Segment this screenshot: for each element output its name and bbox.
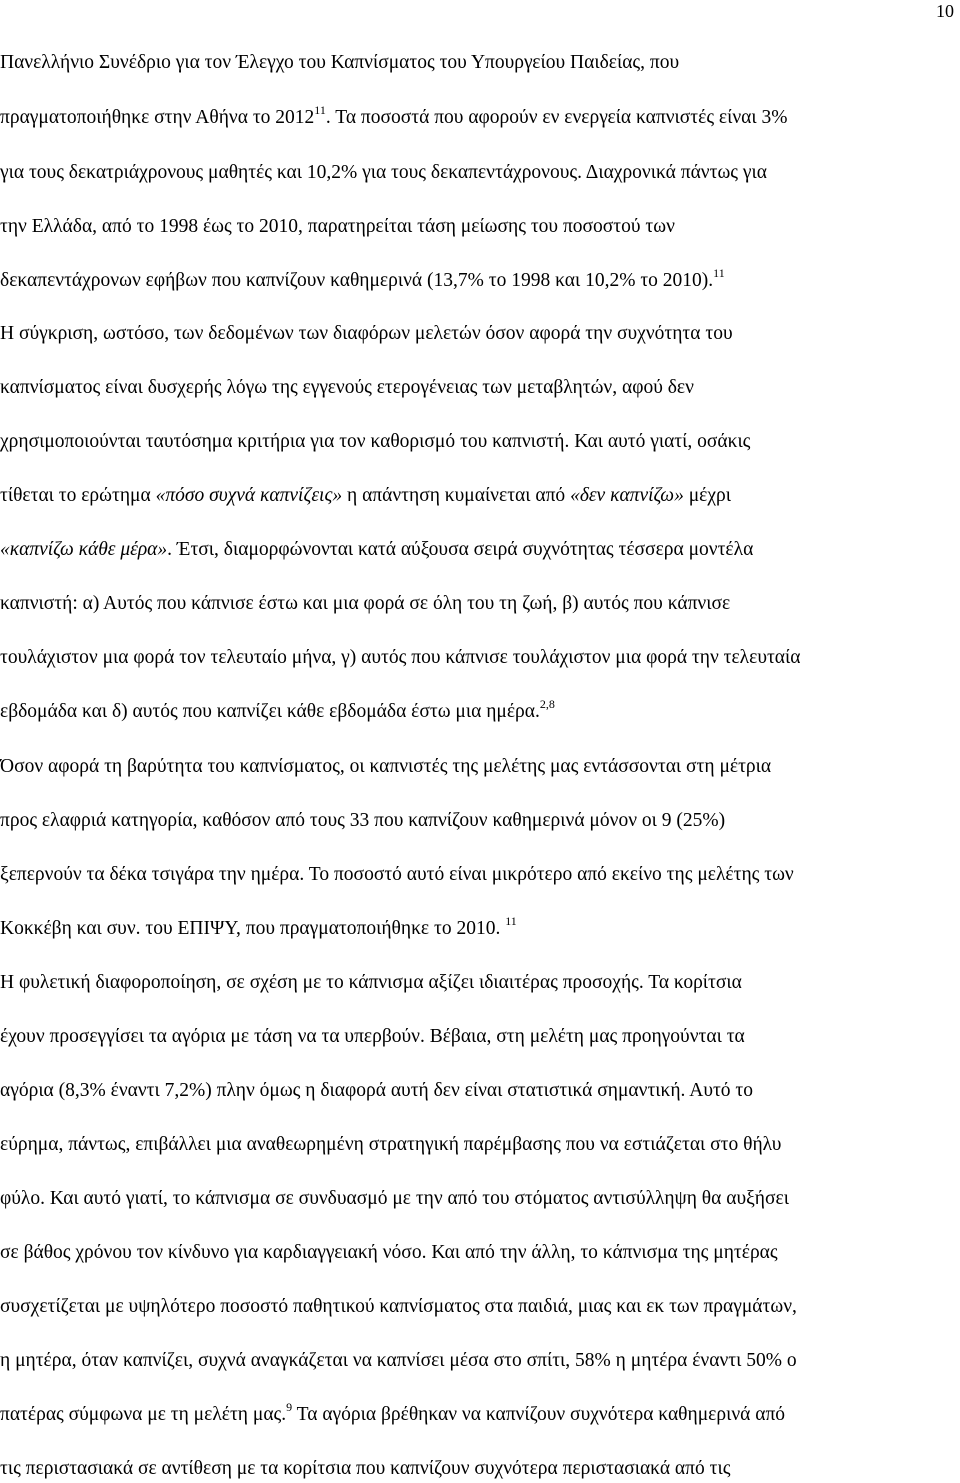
text-line xyxy=(0,1295,960,1319)
text-segment: μέχρι xyxy=(683,485,731,506)
text-line xyxy=(0,51,960,75)
text-segment: δεκαπεντάχρονων εφήβων που καπνίζουν καθημερινά (13,7% το 1998 και 10,2% το 2010). xyxy=(0,270,714,291)
text-line xyxy=(0,863,960,887)
text-line xyxy=(0,755,960,779)
text-segment: . Έτσι, διαμορφώνονται κατά αύξουσα σειρά συχνότητας τέσσερα μοντέλα xyxy=(167,539,754,560)
text-line xyxy=(0,322,960,346)
text-segment: καπνιστή: α) Αυτός που κάπνισε έστω και μια φορά σε όλη του τη ζωή, β) αυτός που κάπνισε xyxy=(0,593,731,614)
text-line xyxy=(0,484,960,508)
citation-superscript: 11 xyxy=(314,103,326,117)
text-line xyxy=(0,430,960,454)
text-line xyxy=(0,809,960,833)
text-segment: Όσον αφορά τη βαρύτητα του καπνίσματος, οι καπνιστές της μελέτης μας εντάσσονται στη μέτρια xyxy=(0,756,772,777)
text-segment: Η σύγκριση, ωστόσο, των δεδομένων των διαφόρων μελετών όσον αφορά την συχνότητα του xyxy=(0,323,733,344)
citation-superscript: 9 xyxy=(286,1400,293,1414)
italic-quote: «καπνίζω κάθε μέρα» xyxy=(0,539,168,560)
text-line xyxy=(0,914,960,941)
citation-superscript: 11 xyxy=(505,914,517,928)
text-segment: Πανελλήνιο Συνέδριο για τον Έλεγχο του Καπνίσματος του Υπουργείου Παιδείας, που xyxy=(0,52,680,73)
text-segment: καπνίσματος είναι δυσχερής λόγω της εγγενούς ετερογένειας των μεταβλητών, αφού δεν xyxy=(0,377,694,398)
text-line xyxy=(0,266,960,293)
text-segment: πραγματοποιήθηκε στην Αθήνα το 2012 xyxy=(0,107,315,128)
italic-quote: «δεν καπνίζω» xyxy=(570,485,684,506)
text-line xyxy=(0,103,960,130)
text-segment: η απάντηση κυμαίνεται από xyxy=(342,485,571,506)
text-segment: Η φυλετική διαφοροποίηση, σε σχέση με το κάπνισμα αξίζει ιδιαιτέρας προσοχής. Τα κορίτσια xyxy=(0,972,742,993)
text-segment: Τα αγόρια βρέθηκαν να καπνίζουν συχνότερα καθημερινά από xyxy=(292,1404,786,1425)
text-segment: σε βάθος χρόνου τον κίνδυνο για καρδιαγγειακή νόσο. Και από την άλλη, το κάπνισμα της μητέρας xyxy=(0,1242,778,1263)
text-line xyxy=(0,646,960,670)
text-line xyxy=(0,971,960,995)
text-line xyxy=(0,1400,960,1427)
text-segment: τουλάχιστον μια φορά τον τελευταίο μήνα, γ) αυτός που κάπνισε τουλάχιστον μια φορά την τελευταία xyxy=(0,647,801,668)
text-line xyxy=(0,1133,960,1157)
text-segment: Κοκκέβη και συν. του ΕΠΙΨΥ, που πραγματοποιήθηκε το 2010. xyxy=(0,918,506,939)
text-line xyxy=(0,1025,960,1049)
text-line xyxy=(0,1349,960,1373)
text-segment: για τους δεκατριάχρονους μαθητές και 10,2% για τους δεκαπεντάχρονους. Διαχρονικά πάντως για xyxy=(0,162,767,183)
page-number: 10 xyxy=(936,1,954,21)
text-segment: έχουν προσεγγίσει τα αγόρια με τάση να τα υπερβούν. Βέβαια, στη μελέτη μας προηγούνται τα xyxy=(0,1026,745,1047)
text-line xyxy=(0,161,960,185)
text-segment: τίθεται το ερώτημα xyxy=(0,485,156,506)
citation-superscript: 11 xyxy=(713,266,725,280)
text-segment: πατέρας σύμφωνα με τη μελέτη μας. xyxy=(0,1404,287,1425)
text-line xyxy=(0,1457,960,1481)
text-segment: η μητέρα, όταν καπνίζει, συχνά αναγκάζεται να καπνίσει μέσα στο σπίτι, 58% η μητέρα έναντι 50% ο xyxy=(0,1350,797,1371)
text-segment: αγόρια (8,3% έναντι 7,2%) πλην όμως η διαφορά αυτή δεν είναι στατιστικά σημαντική. Αυτό το xyxy=(0,1080,754,1101)
text-segment: προς ελαφριά κατηγορία, καθόσον από τους 33 που καπνίζουν καθημερινά μόνον οι 9 (25%) xyxy=(0,810,726,831)
text-line xyxy=(0,1187,960,1211)
text-segment: χρησιμοποιούνται ταυτόσημα κριτήρια για τον καθορισμό του καπνιστή. Και αυτό γιατί, οσάκις xyxy=(0,431,751,452)
text-line xyxy=(0,538,960,562)
text-line xyxy=(0,1241,960,1265)
text-segment: . Τα ποσοστά που αφορούν εν ενεργεία καπνιστές είναι 3% xyxy=(325,107,788,128)
text-segment: την Ελλάδα, από το 1998 έως το 2010, παρατηρείται τάση μείωσης του ποσοστού των xyxy=(0,216,675,237)
italic-quote: «πόσο συχνά καπνίζεις» xyxy=(155,485,343,506)
text-segment: συσχετίζεται με υψηλότερο ποσοστό παθητικού καπνίσματος στα παιδιά, μιας και εκ των πραγμάτων, xyxy=(0,1296,797,1317)
text-segment: τις περιστασιακά σε αντίθεση με τα κορίτσια που καπνίζουν συχνότερα περιστασιακά από τις xyxy=(0,1458,731,1479)
text-line xyxy=(0,376,960,400)
text-segment: εύρημα, πάντως, επιβάλλει μια αναθεωρημένη στρατηγική παρέμβασης που να εστιάζεται στο θήλυ xyxy=(0,1134,782,1155)
text-line xyxy=(0,592,960,616)
text-line xyxy=(0,1079,960,1103)
text-segment: εβδομάδα και δ) αυτός που καπνίζει κάθε εβδομάδα έστω μια ημέρα. xyxy=(0,701,540,722)
citation-superscript: 2,8 xyxy=(539,697,555,711)
text-segment: φύλο. Και αυτό γιατί, το κάπνισμα σε συνδυασμό με την από του στόματος αντισύλληψη θα αυξήσει xyxy=(0,1188,789,1209)
text-segment: ξεπερνούν τα δέκα τσιγάρα την ημέρα. Το ποσοστό αυτό είναι μικρότερο από εκείνο της μελέτης των xyxy=(0,864,794,885)
text-line xyxy=(0,697,960,724)
text-line xyxy=(0,215,960,239)
